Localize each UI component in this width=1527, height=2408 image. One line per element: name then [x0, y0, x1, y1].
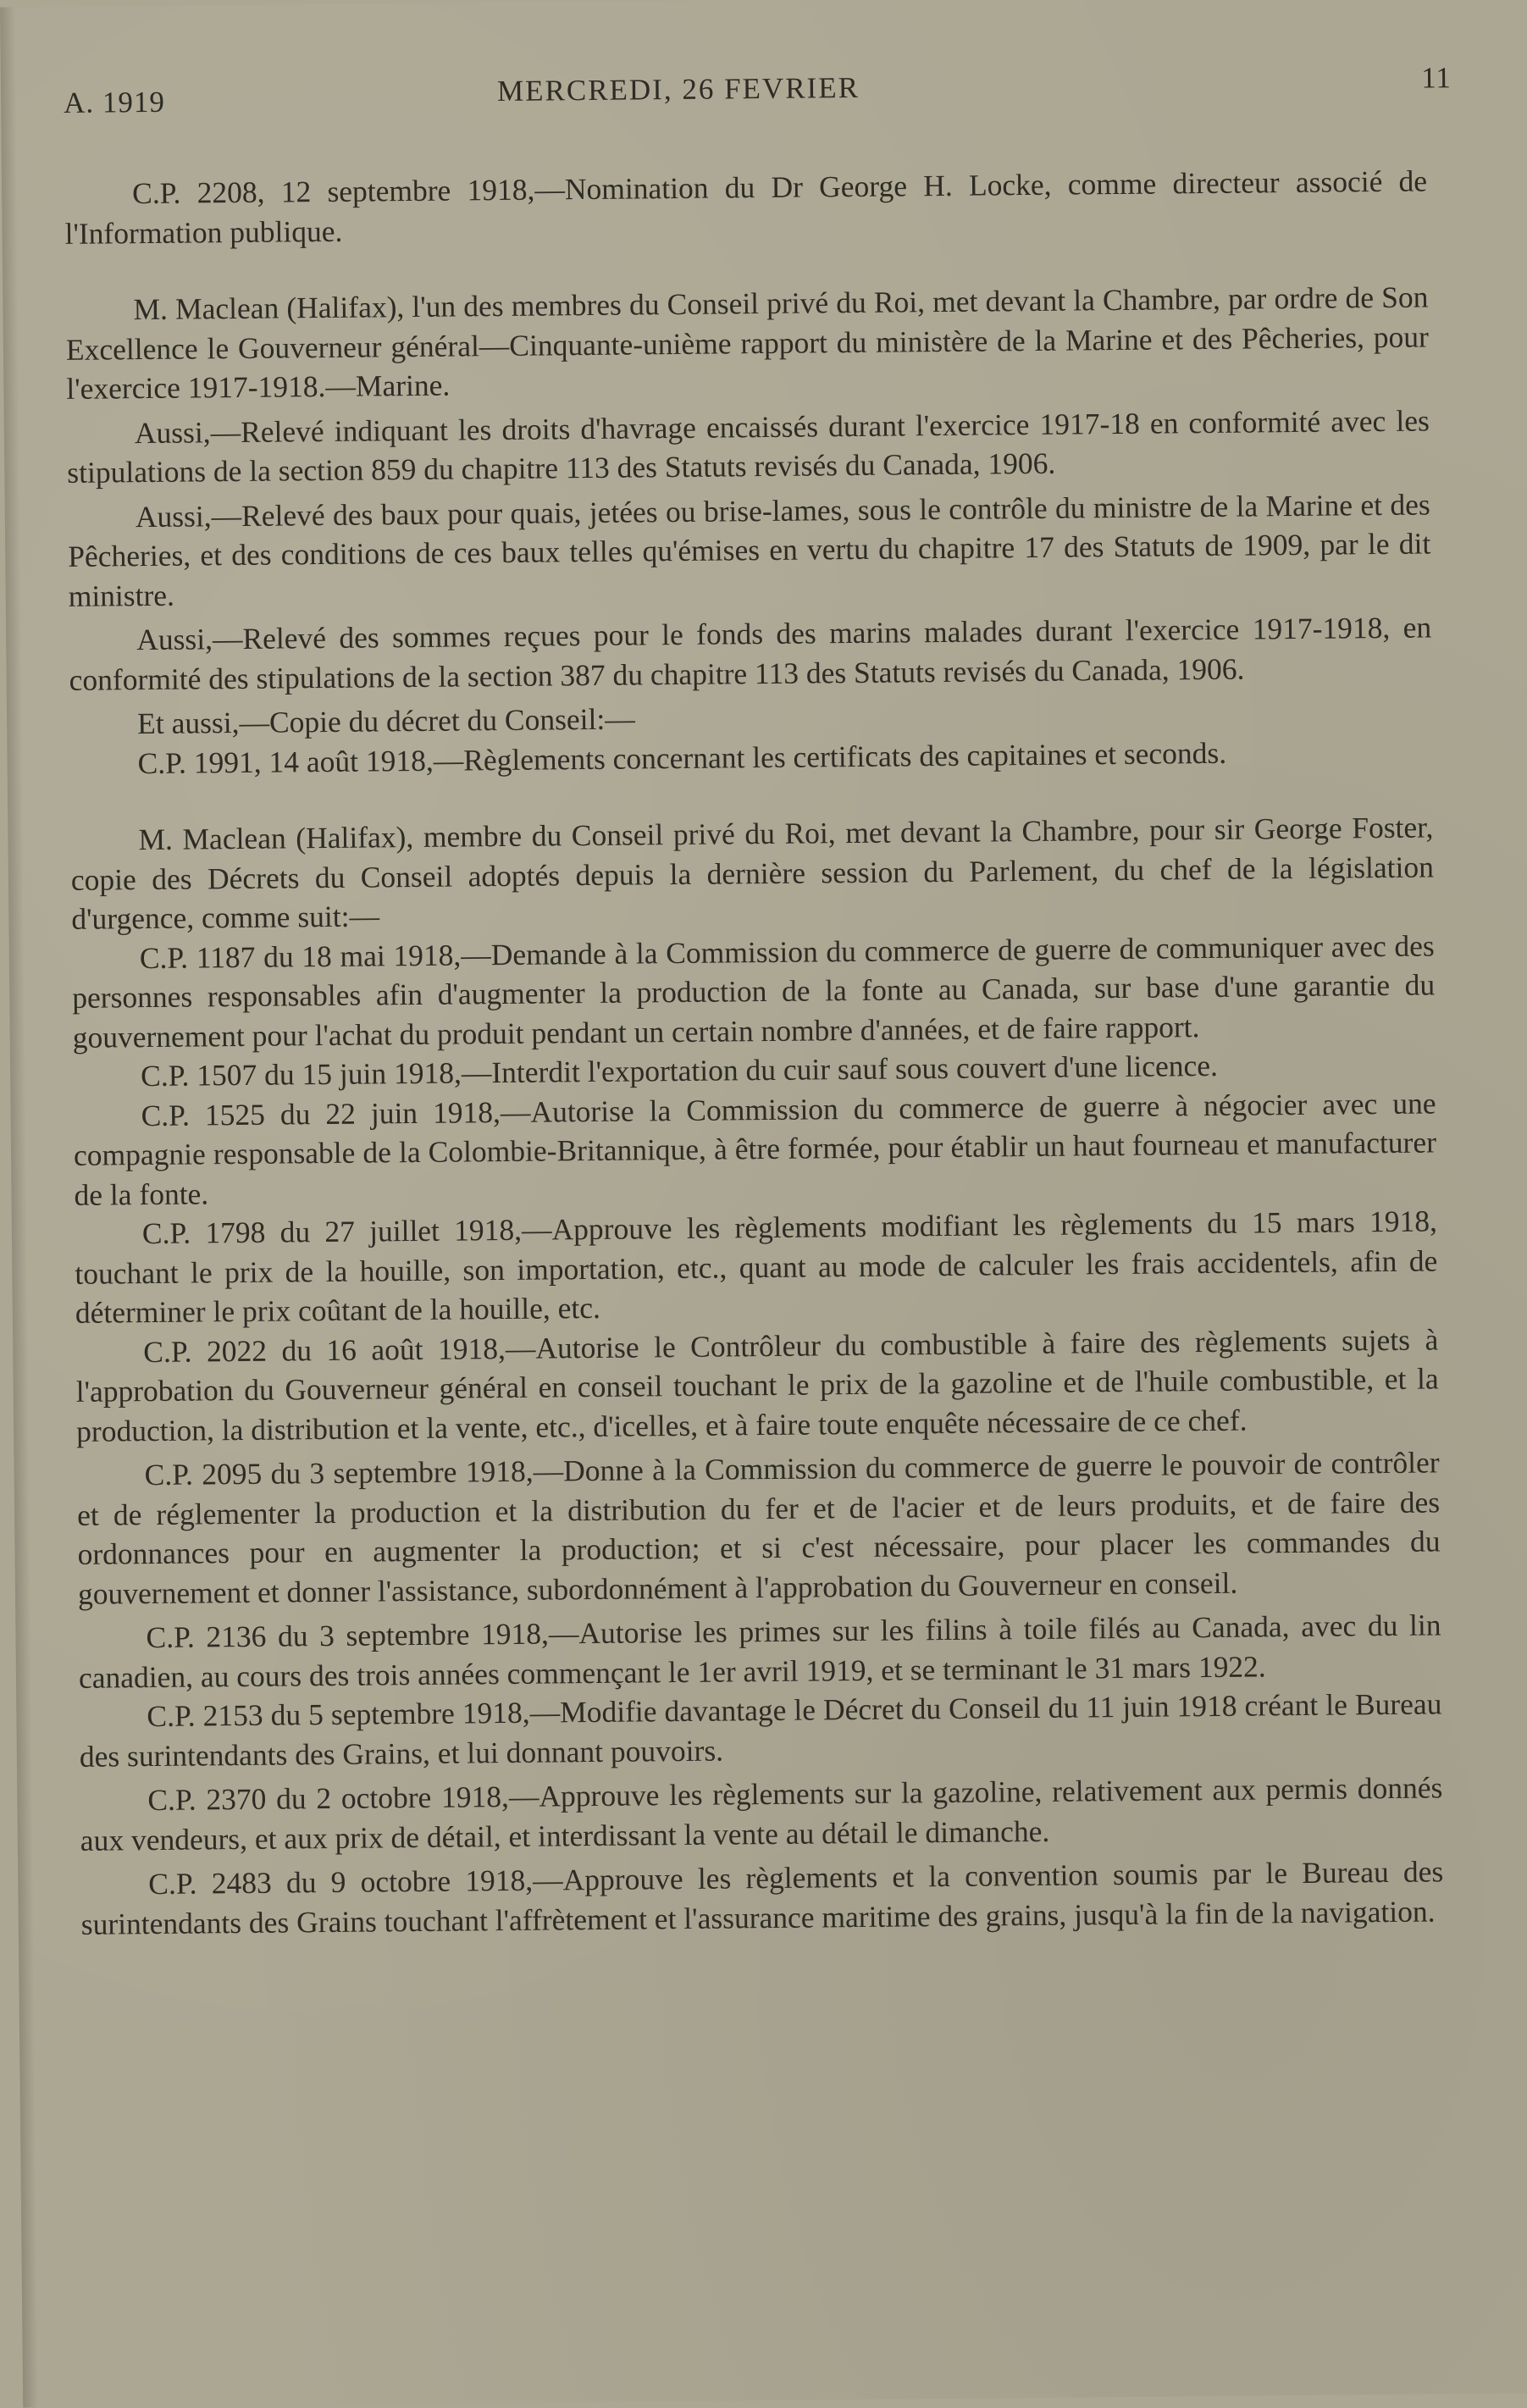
- running-header: [63, 61, 1452, 125]
- page-body: [64, 161, 1444, 1943]
- page-number: 11: [1421, 61, 1452, 95]
- paragraph-maclean-decrets: M. Maclean (Halifax), membre du Conseil privé du Roi, met devant la Chambre, pour sir George Foster, copie des Décrets du Conseil adoptés depuis la dernière session du Parlement, du chef de la législation d'urgence, comme suit:—: [70, 810, 1435, 936]
- paragraph-cp-2208: C.P. 2208, 12 septembre 1918,—Nomination du Dr George H. Locke, comme directeur associé de l'Information publique.: [64, 163, 1428, 251]
- paragraph-cp-1187: C.P. 1187 du 18 mai 1918,—Demande à la Commission du commerce de guerre de communiquer avec des personnes responsables afin d'augmenter la production de la fonte au Canada, sur base d'une garantie du gouvernement pour l'achat du produit pendant un certain nombre d'années, et de faire rapport.: [72, 927, 1436, 1055]
- paragraph-havrage: Aussi,—Relevé indiquant les droits d'havrage encaissés durant l'exercice 1917-18 en conformité avec les stipulations de la section 859 du chapitre 113 des Statuts revisés du Canada, 1906.: [67, 402, 1430, 490]
- paragraph-cp-1525: C.P. 1525 du 22 juin 1918,—Autorise la Commission du commerce de guerre à négocier avec une compagnie responsable de la Colombie-Britannique, à être formée, pour établir un haut fourneau et manufacturer de la fonte.: [73, 1085, 1437, 1212]
- header-date: MERCREDI, 26 FEVRIER: [496, 70, 860, 108]
- paragraph-cp-2483: C.P. 2483 du 9 octobre 1918,—Approuve les règlements et la convention soumis par le Bureau des surintendants des Grains touchant l'affrètement et l'assurance maritime des grains, jusqu'à la fin de la navigation.: [80, 1854, 1444, 1941]
- paragraph-et-aussi: Et aussi,—Copie du décret du Conseil:—: [136, 701, 635, 741]
- header-year: A. 1919: [63, 85, 166, 119]
- paragraph-marins-malades: Aussi,—Relevé des sommes reçues pour le fonds des marins malades durant l'exercice 1917-1918, en conformité des stipulations de la section 387 du chapitre 113 des Statuts revisés du Canada, 1906.: [69, 610, 1432, 697]
- paragraph-cp-2095: C.P. 2095 du 3 septembre 1918,—Donne à la Commission du commerce de guerre le pouvoir de contrôler et de réglementer la production et la distribution du fer et de l'acier et de leurs produits, et de faire des ordonnances pour en augmenter la production; et si c'est nécessaire, pour placer les commandes du gouvernement et donner l'assistance, subordonnément à l'approbation du Gouverneur en conseil.: [76, 1445, 1441, 1611]
- paragraph-cp-1991: C.P. 1991, 14 août 1918,—Règlements concernant les certificats des capitaines et seconds.: [137, 735, 1227, 780]
- paragraph-cp-2136: C.P. 2136 du 3 septembre 1918,—Autorise les primes sur les filins à toile filés au Canada, avec du lin canadien, au cours des trois années commençant le 1er avril 1919, et se terminant le 31 mars 1922.: [78, 1608, 1441, 1695]
- paragraph-cp-1507: C.P. 1507 du 15 juin 1918,—Interdit l'exportation du cuir sauf sous couvert d'une licence.: [140, 1048, 1219, 1093]
- paragraph-cp-2153: C.P. 2153 du 5 septembre 1918,—Modifie davantage le Décret du Conseil du 11 juin 1918 créant le Bureau des surintendants des Grains, et lui donnant pouvoirs.: [79, 1686, 1442, 1774]
- paragraph-maclean-marine-report: M. Maclean (Halifax), l'un des membres du Conseil privé du Roi, met devant la Chambre, par ordre de Son Excellence le Gouverneur général—Cinquante-unième rapport du ministère de la Marine et des Pêcheries, pour l'exercice 1917-1918.—Marine.: [65, 280, 1430, 406]
- paragraph-baux-quais: Aussi,—Relevé des baux pour quais, jetées ou brise-lames, sous le contrôle du ministre de la Marine et des Pêcheries, et des conditions de ces baux telles qu'émises en vertu du chapitre 17 des Statuts de 1909, par le dit ministre.: [68, 486, 1431, 613]
- paragraph-cp-2370: C.P. 2370 du 2 octobre 1918,—Approuve les règlements sur la gazoline, relativement aux permis donnés aux vendeurs, et aux prix de détail, et interdissant la vente au détail le dimanche.: [80, 1770, 1443, 1857]
- paragraph-cp-1798: C.P. 1798 du 27 juillet 1918,—Approuve les règlements modifiant les règlements du 15 mars 1918, touchant le prix de la houille, son importation, etc., quant au mode de calculer les frais accidentels, afin de déterminer le prix coûtant de la houille, etc.: [75, 1204, 1438, 1330]
- page-edge-shadow: [0, 7, 38, 2407]
- paragraph-cp-2022: C.P. 2022 du 16 août 1918,—Autorise le Contrôleur du combustible à faire des règlements sujets à l'approbation du Gouverneur général en conseil touchant le prix de la gazoline et de l'huile combustible, et la production, la distribution et la vente, etc., d'icelles, et à faire toute enquête nécessaire de ce chef.: [75, 1321, 1439, 1448]
